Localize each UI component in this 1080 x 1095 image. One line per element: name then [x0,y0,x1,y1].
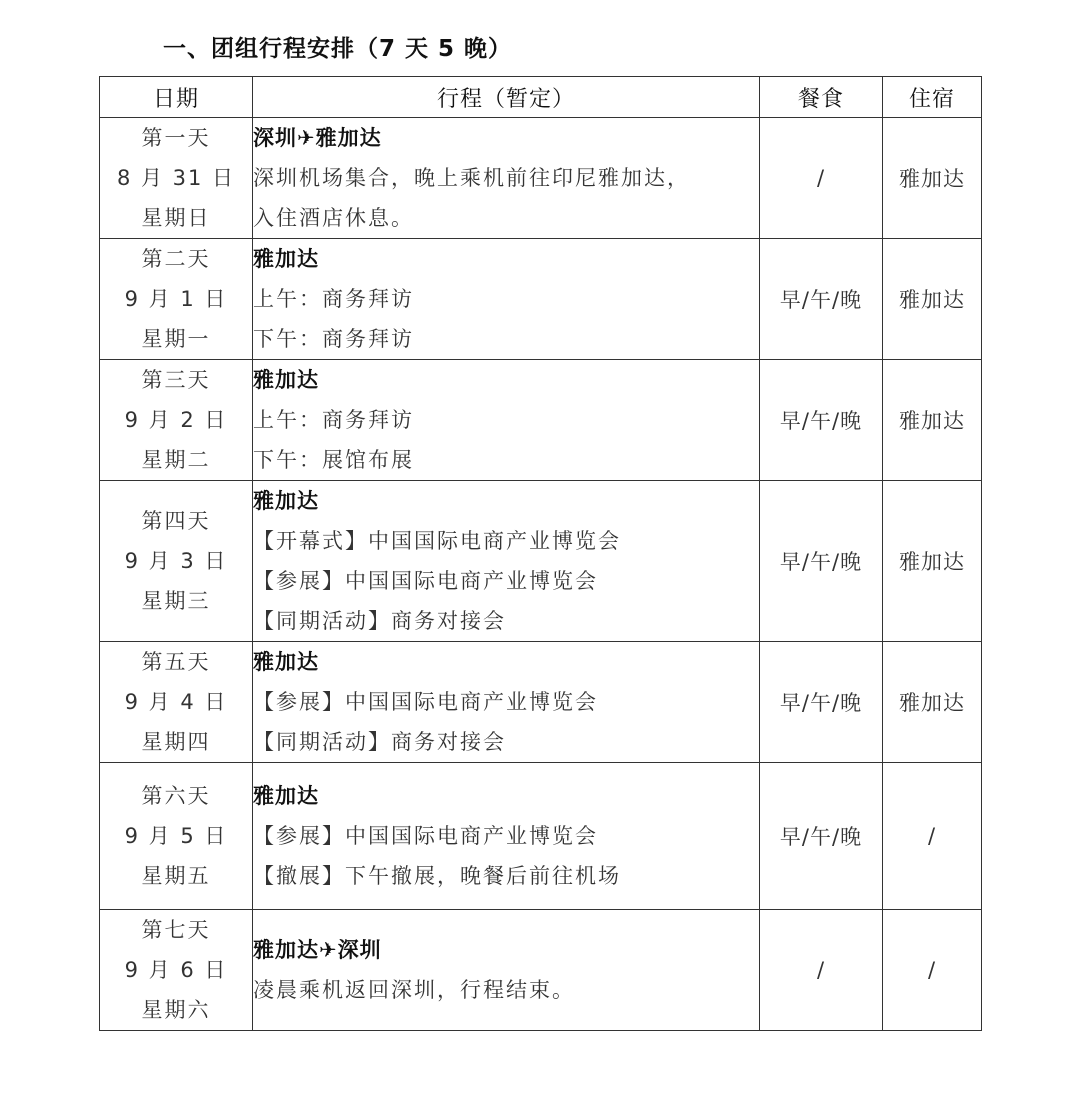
table-row [100,118,982,239]
schedule-cell [253,360,760,481]
date-label: 9 月 6 日 [124,958,228,982]
header-schedule: 行程（暂定） [253,77,760,118]
weekday-label: 星期日 [141,206,211,230]
schedule-line: 【参展】中国国际电商产业博览会 [253,690,598,714]
schedule-line: 【参展】中国国际电商产业博览会 [253,824,598,848]
date-label: 9 月 1 日 [124,287,228,311]
weekday-label: 星期六 [141,998,211,1022]
hotel-cell: / [883,763,982,910]
schedule-line: 下午：展馆布展 [253,448,414,472]
meals-cell: 早/午/晚 [760,239,883,360]
meals-cell: / [760,910,883,1031]
hotel-cell: 雅加达 [883,239,982,360]
itinerary-table [99,76,982,1031]
day-cell [100,239,253,360]
schedule-cell [253,642,760,763]
schedule-line: 下午：商务拜访 [253,327,414,351]
meals-cell: 早/午/晚 [760,763,883,910]
date-label: 8 月 31 日 [116,166,236,190]
route-title: 雅加达 [253,489,319,513]
route-title: 深圳✈雅加达 [253,126,382,150]
weekday-label: 星期一 [141,327,211,351]
schedule-cell [253,239,760,360]
table-row [100,481,982,642]
weekday-label: 星期四 [141,730,211,754]
table-row [100,360,982,481]
day-label: 第一天 [141,126,211,150]
hotel-cell: 雅加达 [883,360,982,481]
date-label: 9 月 2 日 [124,408,228,432]
schedule-line: 【参展】中国国际电商产业博览会 [253,569,598,593]
meals-cell: 早/午/晚 [760,642,883,763]
schedule-line: 【同期活动】商务对接会 [253,730,506,754]
day-cell [100,910,253,1031]
day-cell [100,360,253,481]
schedule-line: 【开幕式】中国国际电商产业博览会 [253,529,621,553]
table-row [100,763,982,910]
hotel-cell: 雅加达 [883,118,982,239]
date-label: 9 月 4 日 [124,690,228,714]
route-title: 雅加达 [253,247,319,271]
day-cell [100,118,253,239]
schedule-line: 【撤展】下午撤展，晚餐后前往机场 [253,864,621,888]
hotel-cell: / [883,910,982,1031]
hotel-cell: 雅加达 [883,642,982,763]
day-label: 第五天 [141,650,211,674]
header-meals: 餐食 [760,77,883,118]
day-cell [100,763,253,910]
schedule-cell [253,118,760,239]
meals-cell: / [760,118,883,239]
meals-cell: 早/午/晚 [760,481,883,642]
schedule-line: 深圳机场集合，晚上乘机前往印尼雅加达， [253,166,690,190]
date-label: 9 月 5 日 [124,824,228,848]
table-header-row [100,77,982,118]
header-hotel: 住宿 [883,77,982,118]
day-label: 第七天 [141,918,211,942]
table-row [100,239,982,360]
day-label: 第三天 [141,368,211,392]
schedule-line: 【同期活动】商务对接会 [253,609,506,633]
schedule-line: 入住酒店休息。 [253,206,414,230]
date-label: 9 月 3 日 [124,549,228,573]
schedule-line: 凌晨乘机返回深圳，行程结束。 [253,978,575,1002]
weekday-label: 星期二 [141,448,211,472]
table-row [100,642,982,763]
schedule-line: 上午：商务拜访 [253,287,414,311]
schedule-cell [253,481,760,642]
hotel-cell: 雅加达 [883,481,982,642]
schedule-cell [253,763,760,910]
route-title: 雅加达 [253,368,319,392]
schedule-cell [253,910,760,1031]
route-title: 雅加达 [253,650,319,674]
header-date: 日期 [100,77,253,118]
day-label: 第六天 [141,784,211,808]
schedule-line: 上午：商务拜访 [253,408,414,432]
day-cell [100,642,253,763]
day-label: 第四天 [141,509,211,533]
day-cell [100,481,253,642]
route-title: 雅加达✈深圳 [253,938,382,962]
weekday-label: 星期三 [141,589,211,613]
meals-cell: 早/午/晚 [760,360,883,481]
day-label: 第二天 [141,247,211,271]
weekday-label: 星期五 [141,864,211,888]
route-title: 雅加达 [253,784,319,808]
section-heading: 一、团组行程安排（7 天 5 晚） [163,36,513,62]
table-row [100,910,982,1031]
